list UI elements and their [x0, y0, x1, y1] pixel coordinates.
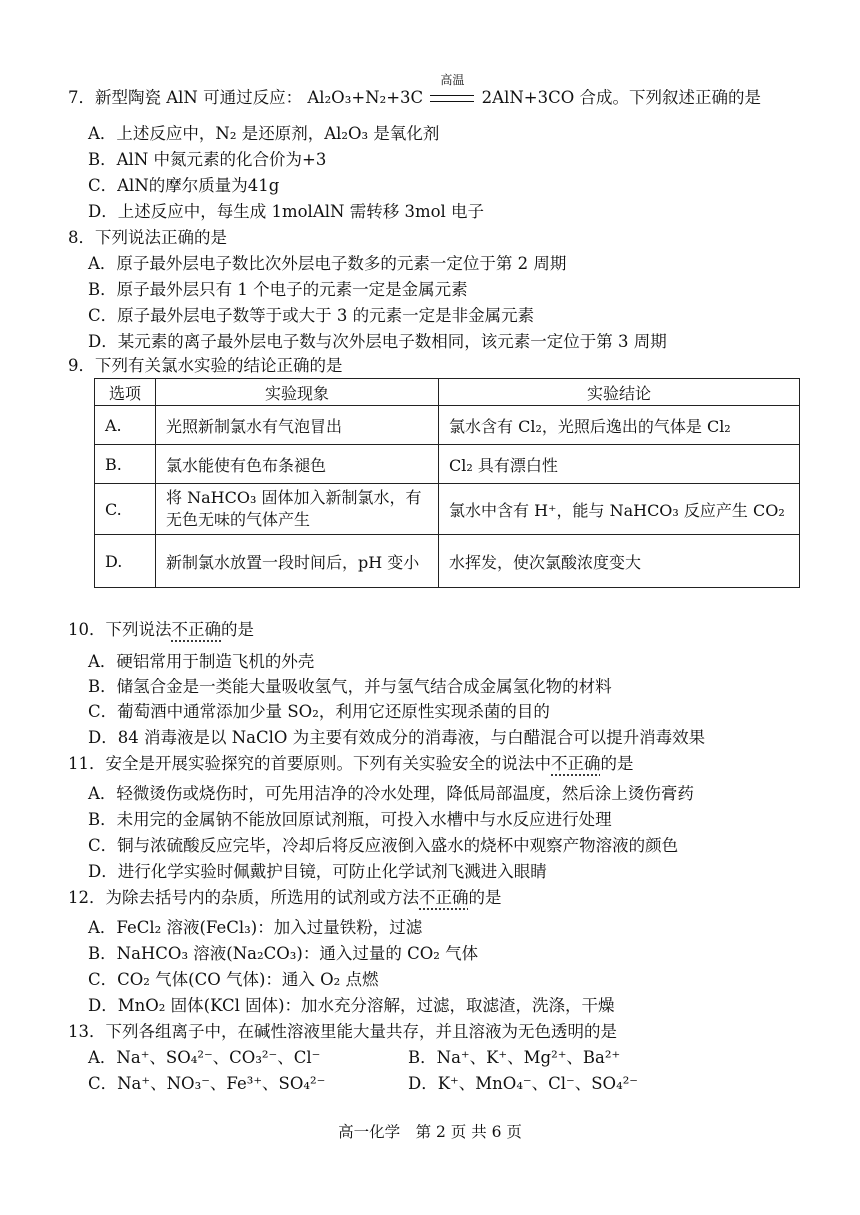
- q12-option-c: C．CO₂ 气体(CO 气体)：通入 O₂ 点燃: [88, 970, 379, 989]
- question-13-stem: 13．下列各组离子中，在碱性溶液里能大量共存，并且溶液为无色透明的是: [68, 1022, 617, 1041]
- q13-option-c: C．Na⁺、NO₃⁻、Fe³⁺、SO₄²⁻: [88, 1074, 326, 1093]
- q7-option-c: C．AlN的摩尔质量为41g: [88, 176, 280, 195]
- q11-option-c: C．铜与浓硫酸反应完毕，冷却后将反应液倒入盛水的烧杯中观察产物溶液的颜色: [88, 836, 679, 855]
- table-cell: 光照新制氯水有气泡冒出: [156, 406, 439, 445]
- question-11-stem: 11．安全是开展实验探究的首要原则。下列有关实验安全的说法中不正确的是: [68, 754, 634, 773]
- question-8-stem: 8．下列说法正确的是: [68, 228, 227, 247]
- emphasis-not-correct: 不正确: [419, 888, 469, 907]
- table-cell: B.: [95, 445, 156, 484]
- reaction-condition: 高温: [440, 73, 465, 87]
- question-12-stem: 12．为除去括号内的杂质，所选用的试剂或方法不正确的是: [68, 888, 502, 907]
- table-header: 实验现象: [156, 379, 439, 406]
- table-header: 选项: [95, 379, 156, 406]
- q8-option-c: C．原子最外层电子数等于或大于 3 的元素一定是非金属元素: [88, 306, 535, 325]
- q10-option-d: D．84 消毒液是以 NaClO 为主要有效成分的消毒液，与白醋混合可以提升消毒效果: [88, 728, 706, 747]
- question-9-stem: 9．下列有关氯水实验的结论正确的是: [68, 356, 343, 375]
- q11-option-a: A．轻微烫伤或烧伤时，可先用洁净的冷水处理，降低局部温度，然后涂上烫伤膏药: [88, 784, 694, 803]
- q13-option-b: B．Na⁺、K⁺、Mg²⁺、Ba²⁺: [408, 1048, 621, 1067]
- q13-option-d: D．K⁺、MnO₄⁻、Cl⁻、SO₄²⁻: [408, 1074, 639, 1093]
- reaction-right: 2AlN+3CO: [481, 88, 575, 107]
- q12-option-b: B．NaHCO₃ 溶液(Na₂CO₃)：通入过量的 CO₂ 气体: [88, 944, 479, 963]
- q8-option-a: A．原子最外层电子数比次外层电子数多的元素一定位于第 2 周期: [88, 254, 567, 273]
- q12-option-d: D．MnO₂ 固体(KCl 固体)：加水充分溶解，过滤，取滤渣，洗涤，干燥: [88, 996, 615, 1015]
- table-cell: 新制氯水放置一段时间后，pH 变小: [156, 535, 439, 588]
- table-cell: 氯水含有 Cl₂，光照后逸出的气体是 Cl₂: [439, 406, 800, 445]
- table-row: [95, 406, 800, 445]
- q12-option-a: A．FeCl₂ 溶液(FeCl₃)：加入过量铁粉，过滤: [88, 918, 423, 937]
- table-cell: A.: [95, 406, 156, 445]
- reaction-left: Al₂O₃+N₂+3C: [307, 88, 424, 107]
- q11-option-b: B．未用完的金属钠不能放回原试剂瓶，可投入水槽中与水反应进行处理: [88, 810, 612, 829]
- table-header: 实验结论: [439, 379, 800, 406]
- table-row: [95, 445, 800, 484]
- emphasis-not-correct: 不正确: [551, 754, 601, 773]
- question-10-stem: 10．下列说法不正确的是: [68, 620, 254, 639]
- q8-option-d: D．某元素的离子最外层电子数与次外层电子数相同，该元素一定位于第 3 周期: [88, 332, 667, 351]
- q10-option-a: A．硬铝常用于制造飞机的外壳: [88, 652, 315, 671]
- q13-option-a: A．Na⁺、SO₄²⁻、CO₃²⁻、Cl⁻: [88, 1048, 321, 1067]
- chlorine-water-table: [94, 378, 800, 588]
- table-cell: 氯水能使有色布条褪色: [156, 445, 439, 484]
- table-row: [95, 535, 800, 588]
- table-cell: 水挥发，使次氯酸浓度变大: [439, 535, 800, 588]
- q11-option-d: D．进行化学实验时佩戴护目镜，可防止化学试剂飞溅进入眼睛: [88, 862, 547, 881]
- reaction-arrow: [428, 73, 476, 110]
- q7-option-d: D．上述反应中，每生成 1molAlN 需转移 3mol 电子: [88, 202, 485, 221]
- table-cell: Cl₂ 具有漂白性: [439, 445, 800, 484]
- q10-option-c: C．葡萄酒中通常添加少量 SO₂，利用它还原性实现杀菌的目的: [88, 702, 550, 721]
- q10-option-b: B．储氢合金是一类能大量吸收氢气，并与氢气结合成金属氢化物的材料: [88, 677, 612, 696]
- table-cell: 氯水中含有 H⁺，能与 NaHCO₃ 反应产生 CO₂: [439, 484, 800, 535]
- table-cell: 将 NaHCO₃ 固体加入新制氯水，有无色无味的气体产生: [156, 484, 439, 535]
- page-footer: 高一化学 第 2 页 共 6 页: [338, 1123, 522, 1141]
- emphasis-not-correct: 不正确: [171, 620, 221, 639]
- table-row: [95, 484, 800, 535]
- table-cell: D.: [95, 535, 156, 588]
- q7-option-a: A．上述反应中，N₂ 是还原剂，Al₂O₃ 是氧化剂: [88, 124, 440, 143]
- table-header-row: [95, 379, 800, 406]
- table-cell: C.: [95, 484, 156, 535]
- q8-option-b: B．原子最外层只有 1 个电子的元素一定是金属元素: [88, 280, 468, 299]
- question-7-stem: 7．新型陶瓷 AlN 可通过反应： Al₂O₃+N₂+3C 高温 2AlN+3CO 合成。下列叙述正确的是: [68, 86, 761, 110]
- q7-option-b: B．AlN 中氮元素的化合价为+3: [88, 150, 327, 169]
